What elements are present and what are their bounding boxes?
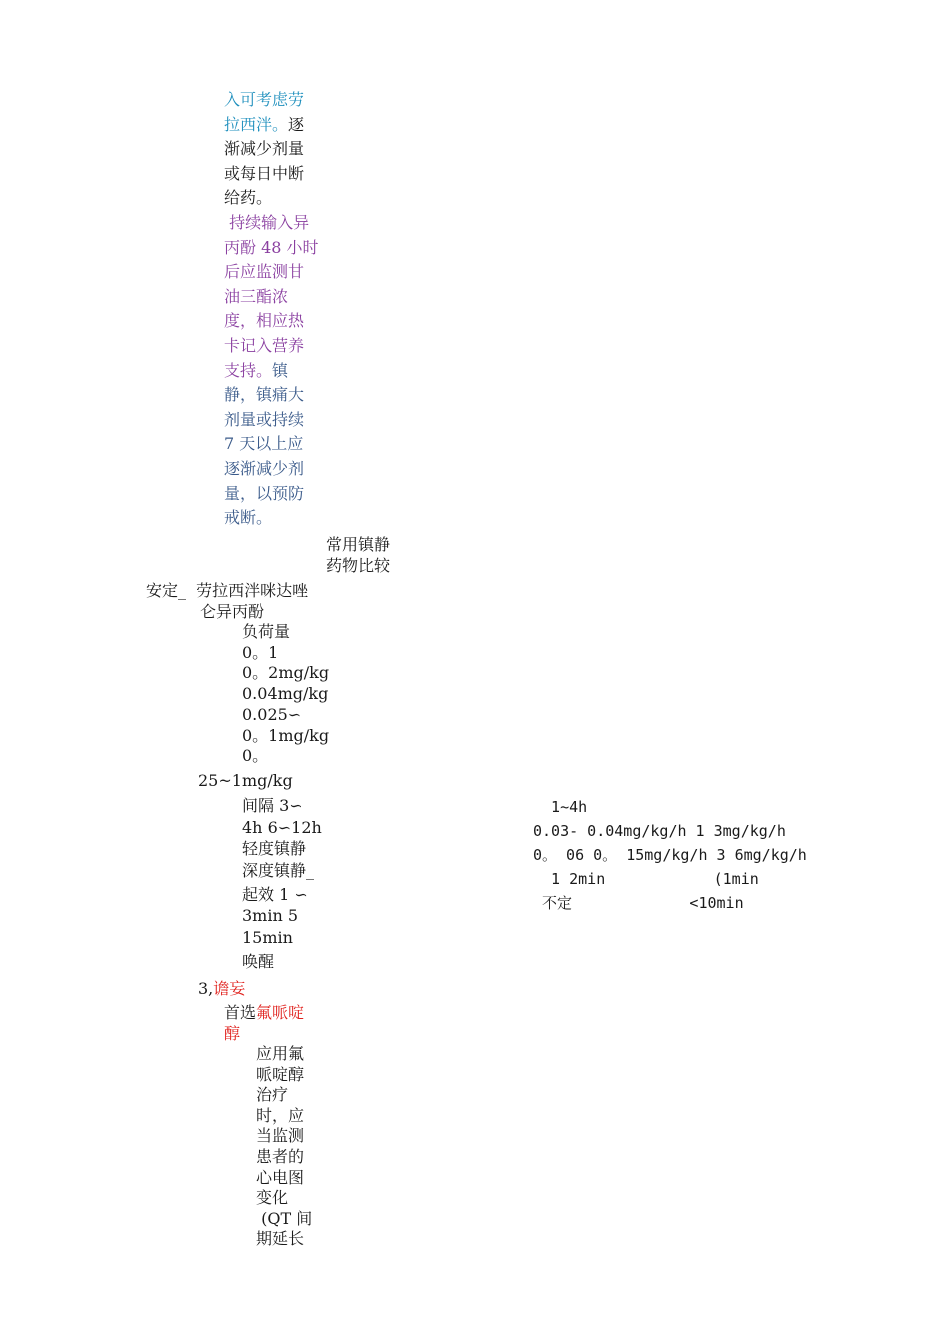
left-col2-line — [242, 952, 274, 972]
mid-line — [198, 771, 293, 791]
delirium-first-choice-text: 氟哌啶 — [256, 1003, 305, 1022]
left-col-line-text: 0.025∽ — [242, 704, 302, 724]
left-col-line — [242, 622, 290, 642]
block2-line — [224, 262, 304, 282]
right-col-line — [533, 893, 744, 913]
block2-line — [224, 484, 304, 504]
delirium-first-choice-text: 首选 — [224, 1003, 257, 1022]
left-col2-line-text: 唤醒 — [242, 951, 275, 971]
left-col-line-text: 0。1 — [242, 642, 279, 662]
left-col2-line — [242, 885, 308, 905]
block2-line — [224, 410, 304, 430]
block1-line-text: 拉西泮。 — [224, 114, 289, 134]
right-col-line — [533, 869, 759, 889]
left-col-line — [242, 726, 329, 746]
right-col-line — [533, 845, 807, 865]
right-col-line-text: 1 2min (1min — [533, 870, 759, 888]
left-col-line-text: 0。2mg/kg — [242, 663, 330, 683]
block1-line-text: 逐 — [288, 114, 305, 134]
block2-line — [224, 434, 303, 454]
delirium-heading-text: 谵妄 — [213, 979, 246, 998]
block2-line — [224, 213, 309, 233]
block1-line — [224, 115, 304, 135]
delirium-note-line — [256, 1168, 304, 1188]
left-col2-line-text: 4h 6∽12h — [242, 817, 322, 837]
delirium-heading-text: 3, — [198, 979, 214, 998]
left-col2-line-text: 3min 5 — [242, 906, 299, 925]
block2-line-text: 度，相应热 — [224, 311, 305, 331]
left-col-line-text: 0.04mg/kg — [242, 684, 329, 704]
block1-line-text: 或每日中断 — [224, 163, 305, 183]
left-col-line — [242, 705, 301, 725]
delirium-heading — [198, 979, 245, 999]
right-col-line — [533, 821, 786, 841]
block2-line — [224, 385, 304, 405]
left-col2-line-text: 深度镇静_ — [242, 860, 315, 880]
delirium-note-line — [256, 1229, 304, 1249]
right-col-line — [533, 797, 587, 817]
left-col-line — [242, 746, 268, 766]
block1-line — [224, 90, 304, 110]
right-col-line-text: 0.03- 0.04mg/kg/h 1 3mg/kg/h — [533, 822, 786, 840]
delirium-note-line — [256, 1147, 304, 1167]
drug-row-text: 仑异丙酚 — [200, 602, 265, 621]
delirium-note-line — [256, 1106, 304, 1126]
comparison-title-text: 药物比较 — [326, 556, 391, 575]
block2-line — [224, 508, 272, 528]
block1-line — [224, 164, 304, 184]
delirium-note-line-text: 期延长 — [256, 1229, 305, 1249]
left-col-line-text: 0。 — [242, 746, 269, 766]
block2-line-text: 镇 — [272, 360, 289, 380]
delirium-note-line — [256, 1044, 304, 1064]
block2-line — [224, 459, 304, 479]
delirium-note-line-text: 哌啶醇 — [256, 1064, 305, 1084]
delirium-note-line-text: (QT 间 — [256, 1208, 313, 1228]
block2-line — [224, 361, 288, 381]
delirium-note-line-text: 变化 — [256, 1188, 289, 1208]
comparison-title-text: 常用镇静 — [326, 535, 391, 554]
block2-line — [224, 287, 288, 307]
block2-line-text: 静，镇痛大 — [224, 385, 305, 405]
delirium-first-choice-text: 醇 — [224, 1024, 241, 1043]
block2-line — [224, 311, 304, 331]
delirium-note-line — [256, 1209, 312, 1229]
block2-line — [224, 238, 319, 258]
delirium-note-line-text: 时，应 — [256, 1105, 305, 1125]
left-col-line — [242, 663, 329, 683]
block1-line-text: 渐减少剂量 — [224, 139, 305, 159]
block2-line-text: 持续输入异 — [224, 213, 310, 232]
block2-line-text: 逐渐减少剂 — [224, 459, 305, 478]
right-col-line-text: 1~4h — [533, 798, 588, 816]
left-col-line-text: 负荷量 — [242, 622, 291, 641]
left-col2-line — [242, 906, 298, 926]
right-col-line-text: 不定 <10min — [533, 894, 744, 912]
left-col2-line — [242, 928, 293, 948]
left-col-line — [242, 684, 328, 704]
comparison-title — [326, 535, 390, 555]
delirium-note-line — [256, 1065, 304, 1085]
block2-line-text: 剂量或持续 — [224, 409, 305, 429]
delirium-note-line — [256, 1126, 304, 1146]
left-col2-line — [242, 796, 303, 816]
right-col-line-text: 0。 06 0。 15mg/kg/h 3 6mg/kg/h — [533, 846, 807, 864]
delirium-note-line-text: 心电图 — [256, 1167, 305, 1187]
left-col2-line-text: 15min — [242, 927, 293, 947]
delirium-first-choice — [224, 1003, 304, 1023]
delirium-note-line — [256, 1085, 288, 1105]
block2-line-text: 支持。 — [224, 360, 273, 380]
delirium-note-line-text: 应用氟 — [256, 1044, 305, 1063]
block1-line-text: 入可考虑劳 — [224, 90, 305, 109]
delirium-first-choice — [224, 1024, 240, 1044]
left-col2-line — [242, 861, 314, 881]
mid-line-text: 25~1mg/kg — [198, 771, 293, 790]
block1-line — [224, 188, 272, 208]
block2-line-text: 油三酯浓 — [224, 286, 289, 306]
left-col2-line-text: 起效 1 ∽ — [242, 884, 308, 904]
block1-line — [224, 139, 304, 159]
block2-line — [224, 336, 304, 356]
block2-line-text: 后应监测甘 — [224, 262, 305, 282]
delirium-note-line-text: 治疗 — [256, 1085, 289, 1105]
left-col2-line-text: 轻度镇静 — [242, 839, 307, 858]
drug-row-text: 安定_ 劳拉西泮咪达唑 — [146, 581, 309, 600]
drug-row — [146, 581, 308, 601]
left-col-line — [242, 643, 278, 663]
block2-line-text: 卡记入营养 — [224, 336, 305, 355]
comparison-title — [326, 556, 390, 576]
block2-line-text: 7 天以上应 — [224, 434, 304, 454]
drug-row — [200, 602, 264, 622]
delirium-note-line-text: 当监测 — [256, 1126, 305, 1146]
left-col2-line-text: 间隔 3∽ — [242, 796, 303, 815]
block1-line-text: 给药。 — [224, 188, 273, 208]
left-col2-line — [242, 839, 306, 859]
left-col-line-text: 0。1mg/kg — [242, 725, 330, 745]
left-col2-line — [242, 818, 322, 838]
delirium-note-line-text: 患者的 — [256, 1147, 305, 1166]
block2-line-text: 戒断。 — [224, 508, 273, 528]
block2-line-text: 量，以预防 — [224, 483, 305, 503]
block2-line-text: 丙酚 48 小时 — [224, 237, 319, 257]
delirium-note-line — [256, 1188, 288, 1208]
